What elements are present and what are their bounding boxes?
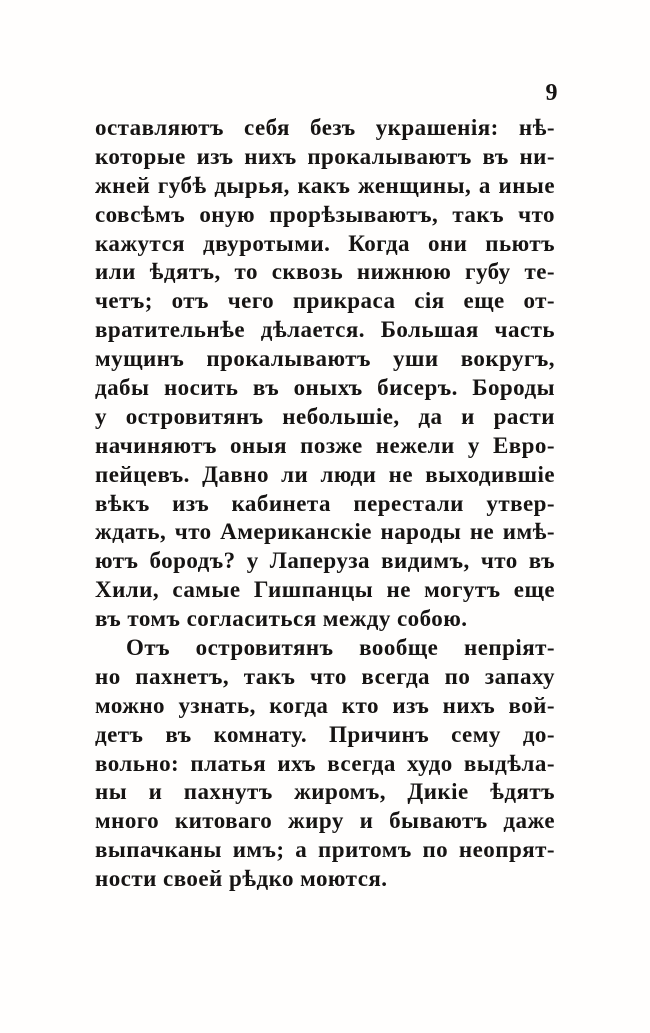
text-line: ждать, что Американскіе народы не имѣ- — [95, 519, 555, 545]
text-line: вѣкъ изъ кабинета перестали утвер- — [95, 490, 555, 516]
page-text-block — [95, 114, 555, 894]
text-line: детъ въ комнату. Причинъ сему до- — [95, 721, 555, 747]
text-line: вольно: платья ихъ всегда худо выдѣла- — [95, 750, 555, 776]
text-line: кажутся двуротыми. Когда они пьютъ — [95, 230, 555, 256]
text-line: вратительнѣе дѣлается. Большая часть — [95, 317, 555, 343]
text-line-paragraph-end: ности своей рѣдко моются. — [95, 866, 388, 892]
text-line: жней губѣ дырья, какъ женщины, а иные — [95, 172, 555, 198]
text-line: мущинъ прокалываютъ уши вокругъ, — [95, 346, 555, 372]
text-line: начиняютъ оныя позже нежели у Евро- — [95, 432, 555, 458]
text-line: которые изъ нихъ прокалываютъ въ ни- — [95, 143, 555, 169]
text-line: пейцевъ. Давно ли люди не выходившіе — [95, 461, 555, 487]
text-line: но пахнетъ, такъ что всегда по запаху — [95, 663, 555, 689]
text-line: или ѣдятъ, то сквозь нижнюю губу те- — [95, 259, 555, 285]
text-line: оставляютъ себя безъ украшенія: нѣ- — [95, 115, 555, 140]
text-line: совсѣмъ оную прорѣзываютъ, такъ что — [95, 201, 555, 227]
text-line: ютъ бородъ? у Лаперуза видимъ, что въ — [95, 548, 555, 574]
text-line: четъ; отъ чего прикраса сія еще от- — [95, 288, 555, 314]
text-line: ны и пахнутъ жиромъ, Дикіе ѣдятъ — [95, 779, 555, 805]
text-line-paragraph-start: Отъ островитянъ вообще непріят- — [126, 635, 555, 661]
text-line: много китоваго жиру и бываютъ даже — [95, 808, 555, 834]
page-number: 9 — [545, 80, 558, 106]
text-line: у островитянъ небольшіе, да и расти — [95, 403, 555, 429]
text-line: дабы носить въ оныхъ бисеръ. Бороды — [95, 375, 555, 401]
text-line: можно узнать, когда кто изъ нихъ вой- — [95, 692, 555, 718]
text-line: Хили, самые Гишпанцы не могутъ еще — [95, 577, 555, 603]
text-line: выпачканы имъ; а притомъ по неопрят- — [95, 837, 555, 863]
text-line-paragraph-end: въ томъ согласиться между собою. — [95, 606, 468, 632]
